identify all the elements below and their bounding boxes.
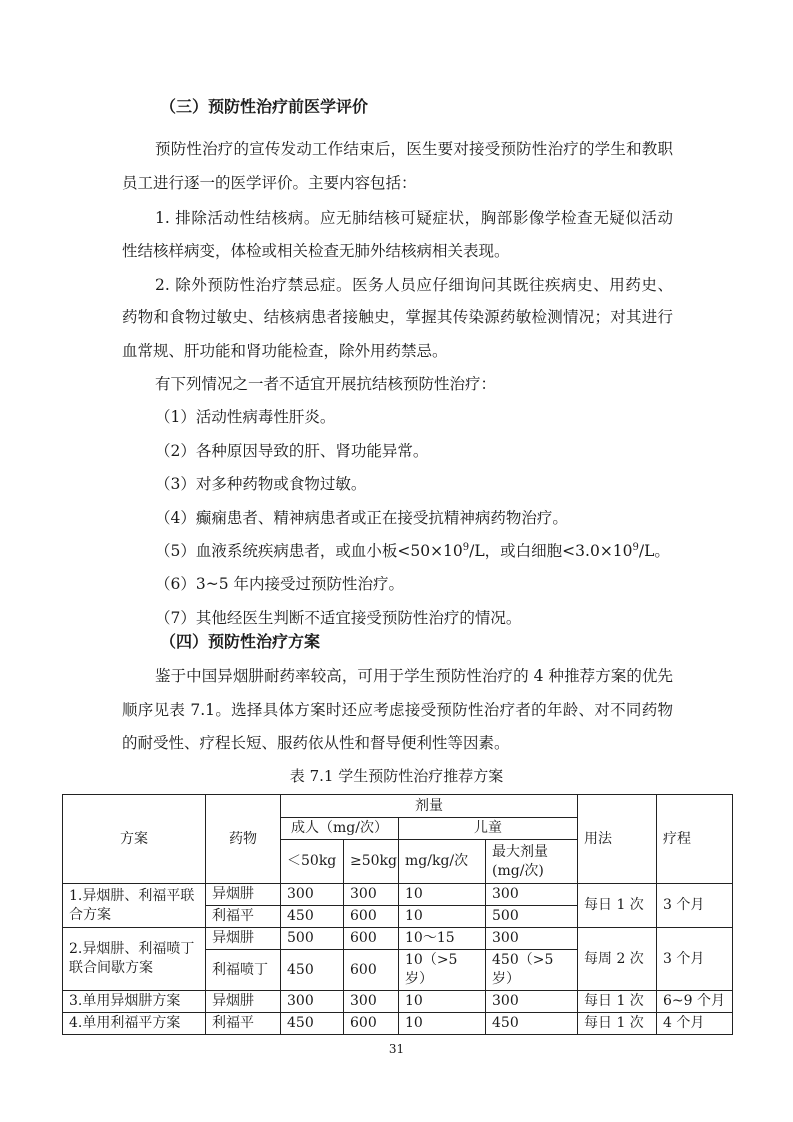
paragraph-line: 员工进行逐一的医学评价。主要内容包括：	[122, 174, 417, 192]
header-usage: 用法	[578, 795, 657, 884]
dose-cell: 450	[281, 950, 344, 991]
regimen-table	[62, 794, 733, 1035]
contraindication-item: （1）活动性病毒性肝炎。	[155, 408, 336, 426]
dose-cell: 500	[486, 906, 578, 928]
course-cell: 3 个月	[657, 884, 733, 928]
paragraph-line: 预防性治疗的宣传发动工作结束后，医生要对接受预防性治疗的学生和教职	[155, 140, 673, 158]
header-lt50: ＜50kg	[281, 840, 344, 884]
course-cell: 4 个月	[657, 1013, 733, 1035]
dose-cell: 300	[486, 928, 578, 950]
drug-cell: 异烟肼	[206, 991, 281, 1013]
dose-cell: 300	[486, 991, 578, 1013]
usage-cell: 每日 1 次	[578, 884, 657, 928]
paragraph-line: 血常规、肝功能和肾功能检查，除外用药禁忌。	[122, 342, 448, 360]
usage-cell: 每周 2 次	[578, 928, 657, 991]
contraindication-item: （2）各种原因导致的肝、肾功能异常。	[155, 442, 429, 460]
header-plan: 方案	[63, 795, 206, 884]
dose-cell: 450	[281, 1013, 344, 1035]
table-caption: 表 7.1 学生预防性治疗推荐方案	[289, 767, 504, 785]
contraindication-item: （3）对多种药物或食物过敏。	[155, 475, 367, 493]
page-number: 31	[388, 1042, 405, 1056]
dose-cell: 450（>5 岁）	[486, 950, 578, 991]
header-adult: 成人（mg/次）	[281, 818, 399, 840]
dose-cell: 450	[281, 906, 344, 928]
plan-cell: 2.异烟肼、利福喷丁联合间歇方案	[63, 928, 206, 991]
dose-cell: 300	[344, 991, 399, 1013]
usage-cell: 每日 1 次	[578, 991, 657, 1013]
paragraph-line: 1. 排除活动性结核病。应无肺结核可疑症状，胸部影像学检查无疑似活动	[155, 209, 673, 227]
dose-cell: 10	[399, 1013, 486, 1035]
contraindication-item: （7）其他经医生判断不适宜接受预防性治疗的情况。	[155, 609, 522, 627]
dose-cell: 300	[344, 884, 399, 906]
plan-cell: 1.异烟肼、利福平联合方案	[63, 884, 206, 928]
dose-cell: 10	[399, 906, 486, 928]
course-cell: 6~9 个月	[657, 991, 733, 1013]
dose-cell: 600	[344, 1013, 399, 1035]
item5-exponent-2: 9	[632, 541, 639, 553]
table-row	[63, 928, 733, 950]
header-mgkg: mg/kg/次	[399, 840, 486, 884]
paragraph-line: 鉴于中国异烟肼耐药率较高，可用于学生预防性治疗的 4 种推荐方案的优先	[155, 667, 673, 685]
item5-exponent-1: 9	[462, 541, 470, 553]
paragraph-line: 的耐受性、疗程长短、服药依从性和督导便利性等因素。	[122, 734, 510, 752]
paragraph-line: 有下列情况之一者不适宜开展抗结核预防性治疗：	[155, 375, 497, 393]
section4-heading: （四）预防性治疗方案	[160, 632, 321, 651]
drug-cell: 利福平	[206, 1013, 281, 1035]
dose-cell: 300	[281, 991, 344, 1013]
dose-cell: 10（>5 岁）	[399, 950, 486, 991]
drug-cell: 利福喷丁	[206, 950, 281, 991]
drug-cell: 异烟肼	[206, 928, 281, 950]
contraindication-item: （6）3~5 年内接受过预防性治疗。	[155, 575, 405, 593]
dose-cell: 10	[399, 884, 486, 906]
plan-cell: 3.单用异烟肼方案	[63, 991, 206, 1013]
header-dose: 剂量	[281, 795, 578, 818]
section3-heading: （三）预防性治疗前医学评价	[160, 97, 369, 116]
paragraph-line: 药物和食物过敏史、结核病患者接触史，掌握其传染源药敏检测情况；对其进行	[122, 308, 673, 326]
contraindication-item-5	[155, 541, 670, 561]
table-row	[63, 884, 733, 906]
item5-text-b: /L，或白细胞<3.0×10	[469, 542, 633, 560]
dose-cell: 500	[281, 928, 344, 950]
paragraph-line: 2. 除外预防性治疗禁忌症。医务人员应仔细询问其既往疾病史、用药史、	[155, 276, 673, 294]
drug-cell: 异烟肼	[206, 884, 281, 906]
contraindication-item: （4）癫痫患者、精神病患者或正在接受抗精神病药物治疗。	[155, 509, 568, 527]
course-cell: 3 个月	[657, 928, 733, 991]
header-course: 疗程	[657, 795, 733, 884]
item5-text-c: /L。	[638, 542, 670, 560]
paragraph-line: 性结核样病变，体检或相关检查无肺外结核病相关表现。	[122, 242, 510, 260]
dose-cell: 600	[344, 928, 399, 950]
usage-cell: 每日 1 次	[578, 1013, 657, 1035]
dose-cell: 600	[344, 906, 399, 928]
drug-cell: 利福平	[206, 906, 281, 928]
table-row	[63, 1013, 733, 1035]
header-ge50: ≥50kg	[344, 840, 399, 884]
header-drug: 药物	[206, 795, 281, 884]
dose-cell: 10	[399, 991, 486, 1013]
dose-cell: 450	[486, 1013, 578, 1035]
header-maxdose: 最大剂量(mg/次)	[486, 840, 578, 884]
dose-cell: 300	[281, 884, 344, 906]
table-row	[63, 991, 733, 1013]
dose-cell: 600	[344, 950, 399, 991]
dose-cell: 300	[486, 884, 578, 906]
header-child: 儿童	[399, 818, 578, 840]
paragraph-line: 顺序见表 7.1。选择具体方案时还应考虑接受预防性治疗者的年龄、对不同药物	[122, 701, 673, 719]
item5-text-a: （5）血液系统疾病患者，或血小板<50×10	[155, 542, 463, 560]
dose-cell: 10～15	[399, 928, 486, 950]
plan-cell: 4.单用利福平方案	[63, 1013, 206, 1035]
